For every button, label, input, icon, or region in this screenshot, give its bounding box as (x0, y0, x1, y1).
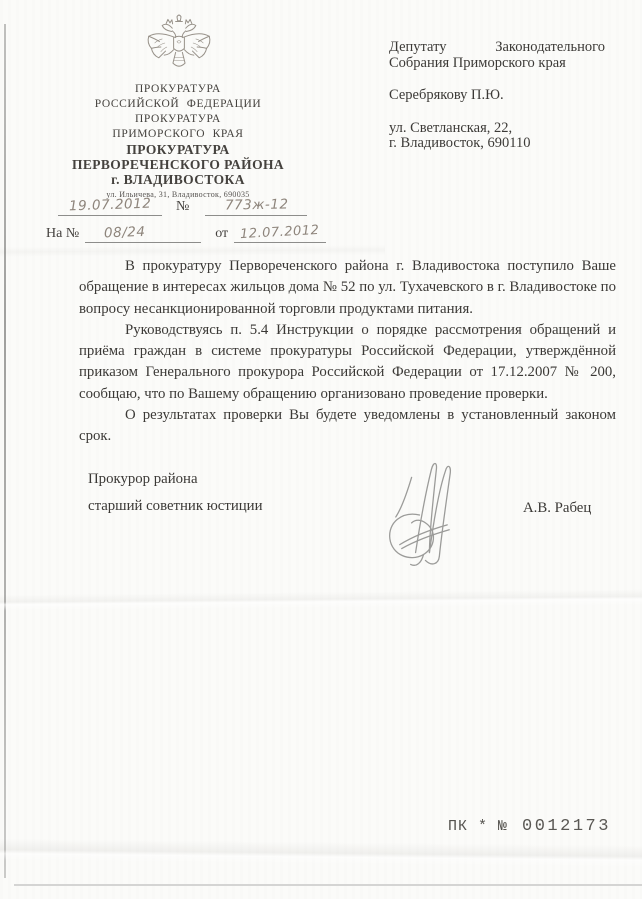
body-paragraph: В прокуратуру Первореченского района г. Владивостока поступило Ваше обращение в интересах жильцов дома № 52 по ул. Тухачевского в г. Владивостоке по вопросу несанкционированной торговли продуктами питания. (79, 258, 616, 317)
stamp-prefix: ПК * № (448, 818, 509, 835)
coat-of-arms-icon (142, 12, 216, 78)
handwritten-outgoing-date: 19.07.2012 (68, 195, 152, 215)
org-name-bold-line: ПРОКУРАТУРА (126, 142, 230, 157)
incoming-date-field (234, 222, 326, 243)
letterhead-address: ул. Ильичева, 31, Владивосток, 690035 (106, 190, 250, 199)
paper-fold-line (0, 589, 642, 611)
body-paragraph: О результатах проверки Вы будете уведомлены в установленный законом срок. (79, 407, 616, 445)
letter-body (79, 256, 616, 448)
recipient-block (389, 40, 605, 152)
recipient-organization: Депутату Законодательного Собрания Приморского края (389, 39, 605, 71)
outgoing-number-field (205, 197, 307, 216)
scan-left-edge (4, 24, 6, 878)
registration-stamp (448, 817, 611, 836)
signer-title-line: старший советник юстиции (88, 498, 263, 514)
outgoing-reference-row (58, 197, 307, 216)
paper-fold-line (0, 839, 642, 868)
handwritten-outgoing-number: 773ж-12 (224, 196, 289, 214)
signer-title-block (88, 471, 263, 515)
incoming-number-field (85, 224, 201, 243)
body-paragraph: Руководствуясь п. 5.4 Инструкции о порядке рассмотрения обращений и приёма граждан в системе прокуратуры Российской Федерации, утверждённой приказом Генерального прокурора Российской Федерации от 17.12.2007 № 200, сообщаю, что по Вашему обращению организовано проведение проверки. (79, 321, 616, 402)
signer-name: А.В. Рабец (523, 500, 592, 516)
recipient-address-line: г. Владивосток, 690110 (389, 135, 531, 151)
handwritten-signature (376, 453, 470, 568)
recipient-address-line: ул. Светланская, 22, (389, 119, 513, 136)
handwritten-incoming-number: 08/24 (104, 223, 147, 242)
incoming-reference-row (46, 224, 326, 243)
org-name-bold-line: ПЕРВОРЕЧЕНСКОГО РАЙОНА (71, 157, 285, 172)
org-name-line: РОССИЙСКОЙ ФЕДЕРАЦИИ (94, 98, 262, 110)
scan-bottom-edge (14, 884, 642, 886)
org-name-line: ПРИМОРСКОГО КРАЯ (112, 128, 244, 140)
stamp-number: 0012173 (522, 817, 611, 836)
recipient-name: Серебрякову П.Ю. (389, 87, 504, 103)
number-sign-label: № (176, 199, 190, 214)
outgoing-date-field (58, 197, 162, 216)
handwritten-incoming-date: 12.07.2012 (240, 222, 321, 243)
ot-label: от (215, 226, 229, 241)
org-name-line: ПРОКУРАТУРА (135, 83, 221, 95)
signer-title-line: Прокурор района (88, 471, 198, 487)
letterhead (28, 82, 328, 200)
na-number-label: На № (46, 226, 80, 241)
org-name-bold-line: г. ВЛАДИВОСТОКА (111, 172, 245, 187)
org-name-line: ПРОКУРАТУРА (135, 113, 221, 125)
